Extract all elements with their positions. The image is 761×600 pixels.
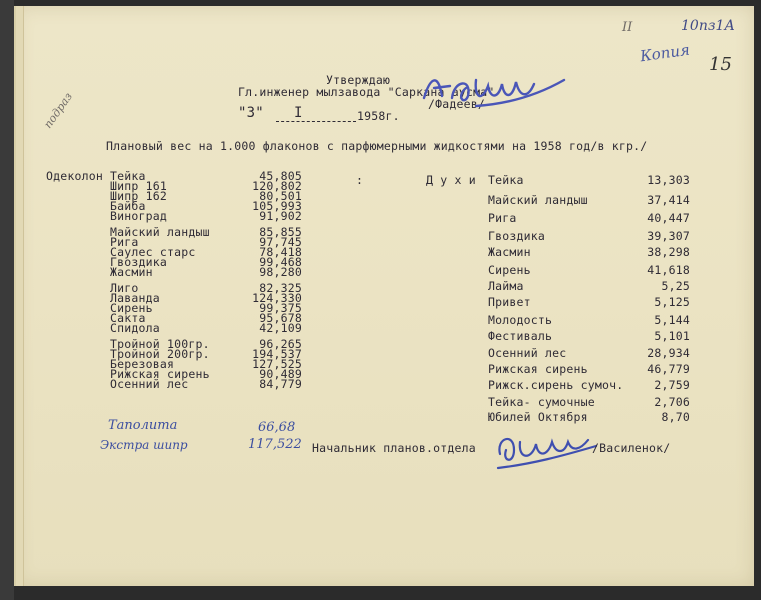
cologne-item-value: 97,745 — [259, 235, 302, 249]
perfume-item-name: Сирень — [488, 263, 531, 277]
handwritten-item-value: 117,522 — [248, 437, 302, 452]
cologne-item-value: 99,468 — [259, 255, 302, 269]
handwritten-item-name: Таполита — [108, 418, 178, 433]
document-title: Плановый вес на 1.000 флаконов с парфюмерными жидкостями на 1958 год/в кгр./ — [106, 139, 648, 153]
cologne-item-value: 99,375 — [259, 301, 302, 315]
perfume-item-value: 5,144 — [654, 313, 690, 327]
cologne-item-name: Тейка — [110, 169, 146, 183]
cologne-item-name: Шипр 161 — [110, 179, 167, 193]
perfume-item-name: Тейка — [488, 173, 524, 187]
cologne-item-value: 84,779 — [259, 377, 302, 391]
perfume-item-value: 8,70 — [661, 410, 690, 424]
planning-head-name: /Василенок/ — [592, 441, 671, 455]
cologne-category: Одеколон — [46, 169, 103, 183]
cologne-item-value: 194,537 — [252, 347, 302, 361]
cologne-item-value: 95,678 — [259, 311, 302, 325]
sheet-number: 15 — [709, 54, 732, 75]
perfume-item-value: 5,125 — [654, 295, 690, 309]
cologne-item-name: Осенний лес — [110, 377, 189, 391]
approval-year: 1958г. — [357, 109, 400, 123]
perfume-item-value: 37,414 — [647, 193, 690, 207]
perfume-item-value: 2,759 — [654, 378, 690, 392]
perfume-item-name: Привет — [488, 295, 531, 309]
cologne-item-name: Байба — [110, 199, 146, 213]
perfume-item-name: Фестиваль — [488, 329, 553, 343]
perfume-item-name: Гвоздика — [488, 229, 545, 243]
cologne-item-name: Майский ландыш — [110, 225, 210, 239]
cologne-item-name: Саулес старс — [110, 245, 196, 259]
cologne-item-value: 98,280 — [259, 265, 302, 279]
cologne-item-value: 105,993 — [252, 199, 302, 213]
handwritten-item-name: Экстра шипр — [100, 438, 188, 452]
date-underline — [276, 121, 356, 122]
approval-label: Утверждаю — [326, 73, 391, 87]
planning-head-label: Начальник планов.отдела — [312, 441, 476, 455]
document-page — [14, 6, 754, 586]
page-margin-strip — [16, 6, 24, 586]
perfume-item-value: 5,101 — [654, 329, 690, 343]
perfume-item-value: 39,307 — [647, 229, 690, 243]
cologne-item-value: 127,525 — [252, 357, 302, 371]
cologne-item-value: 124,330 — [252, 291, 302, 305]
cologne-item-value: 42,109 — [259, 321, 302, 335]
cologne-item-value: 82,325 — [259, 281, 302, 295]
cologne-item-name: Спидола — [110, 321, 160, 335]
cologne-item-name: Сакта — [110, 311, 146, 325]
perfume-item-name: Осенний лес — [488, 346, 567, 360]
cologne-item-name: Виноград — [110, 209, 167, 223]
cologne-item-name: Рига — [110, 235, 139, 249]
perfume-item-name: Тейка- сумочные — [488, 395, 595, 409]
perfume-item-name: Рига — [488, 211, 517, 225]
perfume-item-name: Лайма — [488, 279, 524, 293]
cologne-item-name: Лаванда — [110, 291, 160, 305]
column-separator: : — [356, 173, 364, 187]
cologne-item-name: Гвоздика — [110, 255, 167, 269]
perfume-item-name: Рижская сирень — [488, 362, 588, 376]
cologne-item-value: 78,418 — [259, 245, 302, 259]
approver-signature — [416, 58, 576, 118]
approval-month: I — [294, 105, 303, 121]
cologne-item-name: Сирень — [110, 301, 153, 315]
cologne-item-name: Жасмин — [110, 265, 153, 279]
cologne-item-value: 90,489 — [259, 367, 302, 381]
perfume-item-value: 5,25 — [661, 279, 690, 293]
perfume-category: Д у х и — [426, 173, 476, 187]
cologne-item-value: 96,265 — [259, 337, 302, 351]
cologne-item-name: Березовая — [110, 357, 175, 371]
cologne-item-name: Тройной 100гр. — [110, 337, 210, 351]
perfume-item-name: Жасмин — [488, 245, 531, 259]
cologne-item-name: Лиго — [110, 281, 139, 295]
cologne-item-name: Шипр 162 — [110, 189, 167, 203]
binder-edge — [0, 0, 14, 600]
perfume-item-value: 41,618 — [647, 263, 690, 277]
perfume-item-value: 46,779 — [647, 362, 690, 376]
cologne-item-value: 80,501 — [259, 189, 302, 203]
perfume-item-value: 13,303 — [647, 173, 690, 187]
perfume-item-name: Рижск.сирень сумоч. — [488, 378, 624, 392]
cologne-item-name: Тройной 200гр. — [110, 347, 210, 361]
approval-day: "3" — [238, 105, 264, 121]
pencil-copy-note: Копия — [638, 40, 691, 66]
perfume-item-name: Юбилей Октября — [488, 410, 588, 424]
chief-engineer-line: Гл.инженер мылзавода "Саркана аусма" — [238, 85, 495, 99]
handwritten-item-value: 66,68 — [258, 420, 296, 435]
perfume-item-value: 40,447 — [647, 211, 690, 225]
cologne-item-value: 91,902 — [259, 209, 302, 223]
perfume-item-value: 28,934 — [647, 346, 690, 360]
perfume-item-value: 2,706 — [654, 395, 690, 409]
perfume-item-value: 38,298 — [647, 245, 690, 259]
pencil-margin-note: подраз — [41, 90, 76, 131]
archive-mark: II — [622, 20, 633, 35]
cologne-item-value: 45,805 — [259, 169, 302, 183]
cologne-item-value: 85,855 — [259, 225, 302, 239]
perfume-item-name: Молодость — [488, 313, 553, 327]
archive-reference: 10пз1А — [681, 18, 735, 34]
planning-head-signature — [492, 424, 602, 474]
cologne-item-name: Рижская сирень — [110, 367, 210, 381]
cologne-item-value: 120,802 — [252, 179, 302, 193]
perfume-item-name: Майский ландыш — [488, 193, 588, 207]
approver-name: /Фадеев/ — [428, 97, 485, 111]
